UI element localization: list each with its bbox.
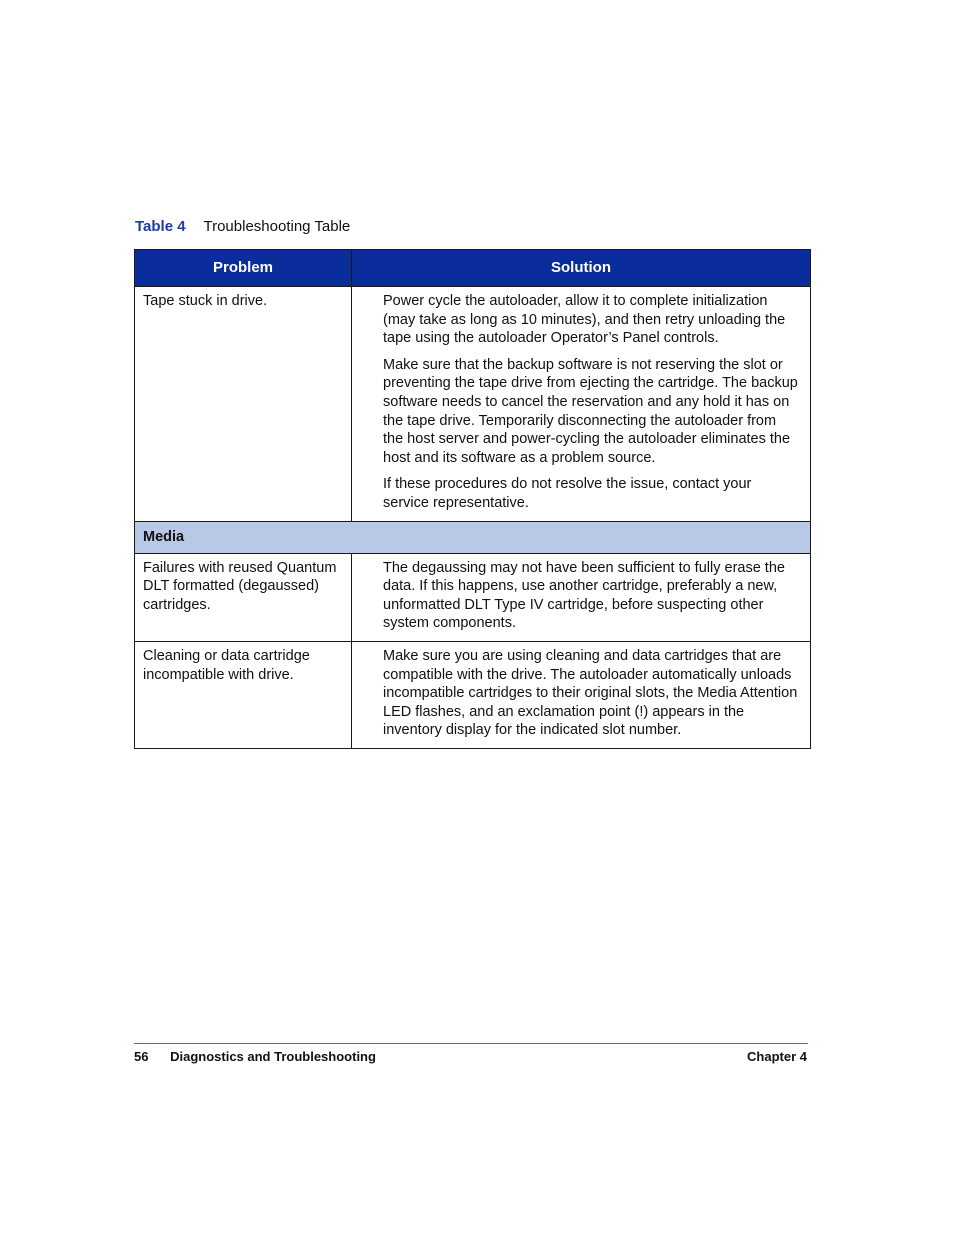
footer-left: [134, 1049, 376, 1064]
problem-cell: Tape stuck in drive.: [135, 287, 352, 522]
footer-chapter: Chapter 4: [747, 1049, 807, 1064]
page-number: 56: [134, 1049, 149, 1064]
section-row-media: [135, 521, 811, 553]
table-caption: [135, 218, 350, 235]
table-row: [135, 553, 811, 641]
column-header-solution: Solution: [352, 250, 811, 287]
solution-paragraph: Power cycle the autoloader, allow it to complete initialization (may take as long as 10 minutes), and then retry unloading the tape using the autoloader Operator’s Panel controls.: [383, 293, 786, 347]
solution-paragraph: If these procedures do not resolve the issue, contact your service representative.: [383, 476, 752, 511]
solution-cell: [352, 553, 811, 641]
problem-cell: Cleaning or data cartridge incompatible with drive.: [135, 641, 352, 748]
problem-cell: Failures with reused Quantum DLT formatted (degaussed) cartridges.: [135, 553, 352, 641]
section-label: Media: [135, 521, 811, 553]
solution-paragraph: Make sure that the backup software is not reserving the slot or preventing the tape drive from ejecting the cartridge. The backup software needs to cancel the reservation and any hold it has on the tape drive. Temporarily disconnecting the autoloader from the host server and power-cycling the autoloader eliminates the host and its software as a problem source.: [383, 356, 798, 466]
troubleshooting-table: [134, 249, 811, 749]
solution-paragraph: Make sure you are using cleaning and data cartridges that are compatible with the drive. The autoloader automatically unloads incompatible cartridges to their original slots, the Media Attention LED flashes, and an exclamation point (!) appears in the inventory display for the indicated slot number.: [383, 647, 798, 739]
table-row: [135, 641, 811, 748]
solution-cell: [352, 641, 811, 748]
table-title: Troubleshooting Table: [203, 218, 351, 235]
column-header-problem: Problem: [135, 250, 352, 287]
footer-divider: [134, 1043, 808, 1044]
solution-cell: [352, 287, 811, 522]
footer-section-title: Diagnostics and Troubleshooting: [170, 1049, 376, 1064]
table-number: Table 4: [135, 218, 186, 235]
table-header-row: [135, 250, 811, 287]
table-row: [135, 287, 811, 522]
solution-paragraph: The degaussing may not have been sufficient to fully erase the data. If this happens, use another cartridge, preferably a new, unformatted DLT Type IV cartridge, before suspecting other system components.: [383, 559, 785, 632]
